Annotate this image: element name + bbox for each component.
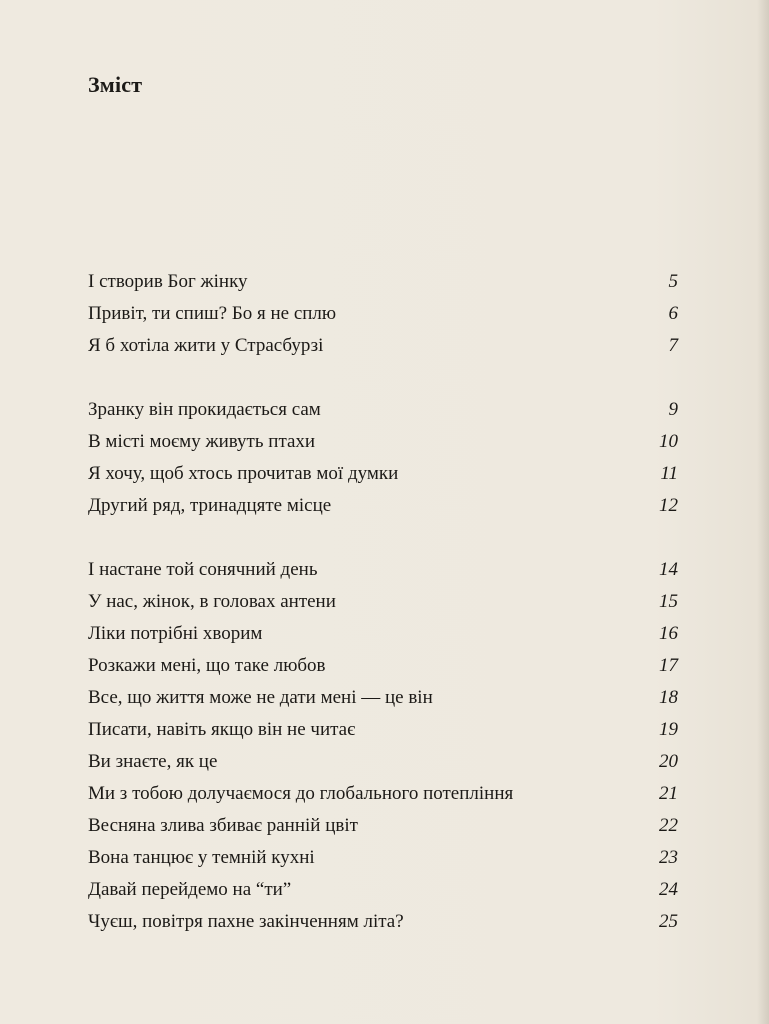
toc-entry-title: І створив Бог жінку	[88, 271, 248, 292]
toc-entry	[88, 458, 678, 490]
toc-entry-page: 19	[659, 719, 678, 740]
toc-entry	[88, 906, 678, 938]
toc-entry-page: 6	[668, 303, 678, 324]
toc-entry	[88, 490, 678, 522]
toc-entry-page: 21	[659, 783, 678, 804]
toc-entry-page: 23	[659, 847, 678, 868]
toc-entry-page: 11	[660, 463, 678, 484]
toc-entry	[88, 650, 678, 682]
toc-entry-page: 25	[659, 911, 678, 932]
toc-entry-page: 14	[659, 559, 678, 580]
toc-entry	[88, 842, 678, 874]
toc-entry	[88, 746, 678, 778]
toc-entry	[88, 554, 678, 586]
toc-entry-page: 17	[659, 655, 678, 676]
toc-entry-title: Весняна злива збиває ранній цвіт	[88, 815, 358, 836]
toc-entry-title: Ми з тобою долучаємося до глобального потепління	[88, 783, 514, 804]
toc-entry-title: І настане той сонячний день	[88, 559, 318, 580]
toc-entry-title: Розкажи мені, що таке любов	[88, 655, 326, 676]
toc-entry-page: 9	[668, 399, 678, 420]
table-of-contents	[88, 266, 678, 938]
toc-entry-title: Ви знаєте, як це	[88, 751, 218, 772]
toc-entry	[88, 394, 678, 426]
toc-entry	[88, 266, 678, 298]
toc-entry-title: Чуєш, повітря пахне закінченням літа?	[88, 911, 404, 932]
toc-section-1	[88, 266, 678, 362]
toc-entry-title: Привіт, ти спиш? Бо я не сплю	[88, 303, 337, 324]
toc-entry-title: Ліки потрібні хворим	[88, 623, 263, 644]
toc-entry-page: 24	[659, 879, 678, 900]
toc-entry-title: Давай перейдемо на “ти”	[88, 879, 292, 900]
toc-entry-page: 12	[659, 495, 678, 516]
toc-entry	[88, 874, 678, 906]
toc-entry	[88, 810, 678, 842]
toc-entry-page: 18	[659, 687, 678, 708]
toc-entry	[88, 298, 678, 330]
toc-entry-title: Писати, навіть якщо він не читає	[88, 719, 356, 740]
toc-entry-title: Я хочу, щоб хтось прочитав мої думки	[88, 463, 399, 484]
toc-entry	[88, 714, 678, 746]
toc-entry-title: Вона танцює у темній кухні	[88, 847, 315, 868]
toc-entry-title: У нас, жінок, в головах антени	[88, 591, 336, 612]
toc-entry-page: 10	[659, 431, 678, 452]
toc-entry	[88, 618, 678, 650]
toc-section-2	[88, 394, 678, 522]
toc-entry	[88, 682, 678, 714]
toc-entry-page: 22	[659, 815, 678, 836]
page-edge-shadow	[757, 0, 769, 1024]
toc-section-3	[88, 554, 678, 938]
toc-entry-page: 7	[668, 335, 678, 356]
toc-entry	[88, 778, 678, 810]
toc-entry-title: Другий ряд, тринадцяте місце	[88, 495, 332, 516]
page-title: Зміст	[88, 72, 143, 97]
toc-entry	[88, 586, 678, 618]
toc-entry	[88, 330, 678, 362]
toc-entry-title: В місті моєму живуть птахи	[88, 431, 316, 452]
toc-entry-page: 15	[659, 591, 678, 612]
toc-entry-page: 20	[659, 751, 678, 772]
toc-entry-title: Все, що життя може не дати мені — це він	[88, 687, 433, 708]
toc-entry-title: Зранку він прокидається сам	[88, 399, 321, 420]
toc-entry	[88, 426, 678, 458]
toc-entry-page: 16	[659, 623, 678, 644]
toc-entry-page: 5	[668, 271, 678, 292]
toc-entry-title: Я б хотіла жити у Страсбурзі	[88, 335, 324, 356]
